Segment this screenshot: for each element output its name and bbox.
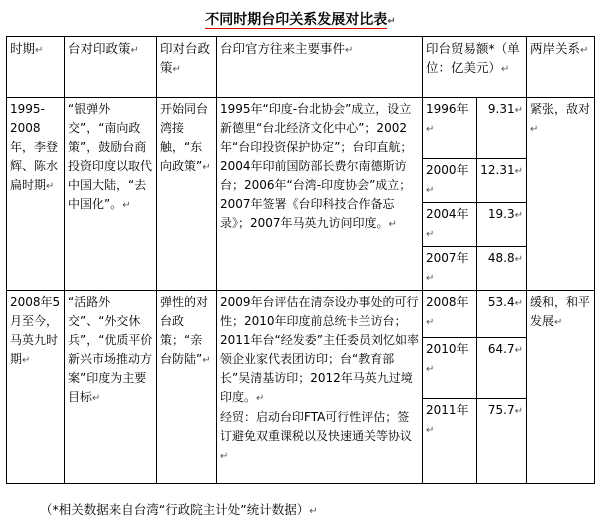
header-policy: 台对印政策↵ (65, 37, 157, 98)
comparison-table (6, 36, 595, 484)
row1-events: 1995年“印度-台北协会”成立，设立新德里“台北经济文化中心”；2002年“台印投资保护协定”；台印直航；2004年印前国防部长费尔南德斯访台；2006年“台湾-印度协会”成立；2007年签署《台印科技合作备忘录》；2007年马英九访问印度。↵ (217, 98, 423, 291)
row1-period: 1995-2008年，李登辉、陈水扁时期↵ (7, 98, 65, 291)
row2-policy: “活路外交”、“外交休兵”，“优质平价新兴市场推动方案”印度为主要目标↵ (65, 291, 157, 484)
trade-value: 48.8↵ (477, 247, 527, 291)
header-trade: 印台贸易额*（单位：亿美元）↵ (423, 37, 527, 98)
source-footnote: （*相关数据来自台湾“行政院主计处”统计数据）↵ (40, 502, 318, 517)
row1-policy: “银弹外交”，“南向政策”，鼓励台商投资印度以取代中国大陆，“去中国化”。↵ (65, 98, 157, 291)
row2-india-policy: 弹性的对台政策；“亲台防陆”↵ (157, 291, 217, 484)
trade-value: 9.31↵ (477, 98, 527, 159)
trade-year: 2008年↵ (423, 291, 477, 338)
row1-relation: 紧张，敌对↵ (527, 98, 595, 291)
trade-year: 2011年↵ (423, 399, 477, 484)
trade-value: 12.31↵ (477, 159, 527, 203)
trade-year: 2004年↵ (423, 203, 477, 247)
table-row (7, 98, 595, 159)
trade-value: 53.4↵ (477, 291, 527, 338)
row2-relation: 缓和，和平发展↵ (527, 291, 595, 484)
header-period: 时期↵ (7, 37, 65, 98)
trade-year: 2007年↵ (423, 247, 477, 291)
row2-period: 2008年5月至今，马英九时期↵ (7, 291, 65, 484)
trade-year: 2010年↵ (423, 338, 477, 399)
header-relation: 两岸关系↵ (527, 37, 595, 98)
table-row (7, 291, 595, 338)
row1-india-policy: 开始同台湾接触，“东向政策”↵ (157, 98, 217, 291)
header-row (7, 37, 595, 98)
trade-year: 1996年↵ (423, 98, 477, 159)
trade-value: 64.7↵ (477, 338, 527, 399)
trade-value: 75.7↵ (477, 399, 527, 484)
trade-value: 19.3↵ (477, 203, 527, 247)
header-events: 台印官方往来主要事件↵ (217, 37, 423, 98)
row2-events: 2009年台评估在清奈设办事处的可行性；2010年印度前总统卡兰访台；2011年台“经发委”主任委员刘忆如率领企业家代表团访印；台“教育部长”吴清基访印；2012年马英九过境印度。↵ 经贸：启动台印FTA可行性评估；签订避免双重课税以及快速通关等协议↵ (217, 291, 423, 484)
header-india-policy: 印对台政策↵ (157, 37, 217, 98)
table-title: 不同时期台印关系发展对比表↵ (205, 12, 396, 28)
trade-year: 2000年↵ (423, 159, 477, 203)
